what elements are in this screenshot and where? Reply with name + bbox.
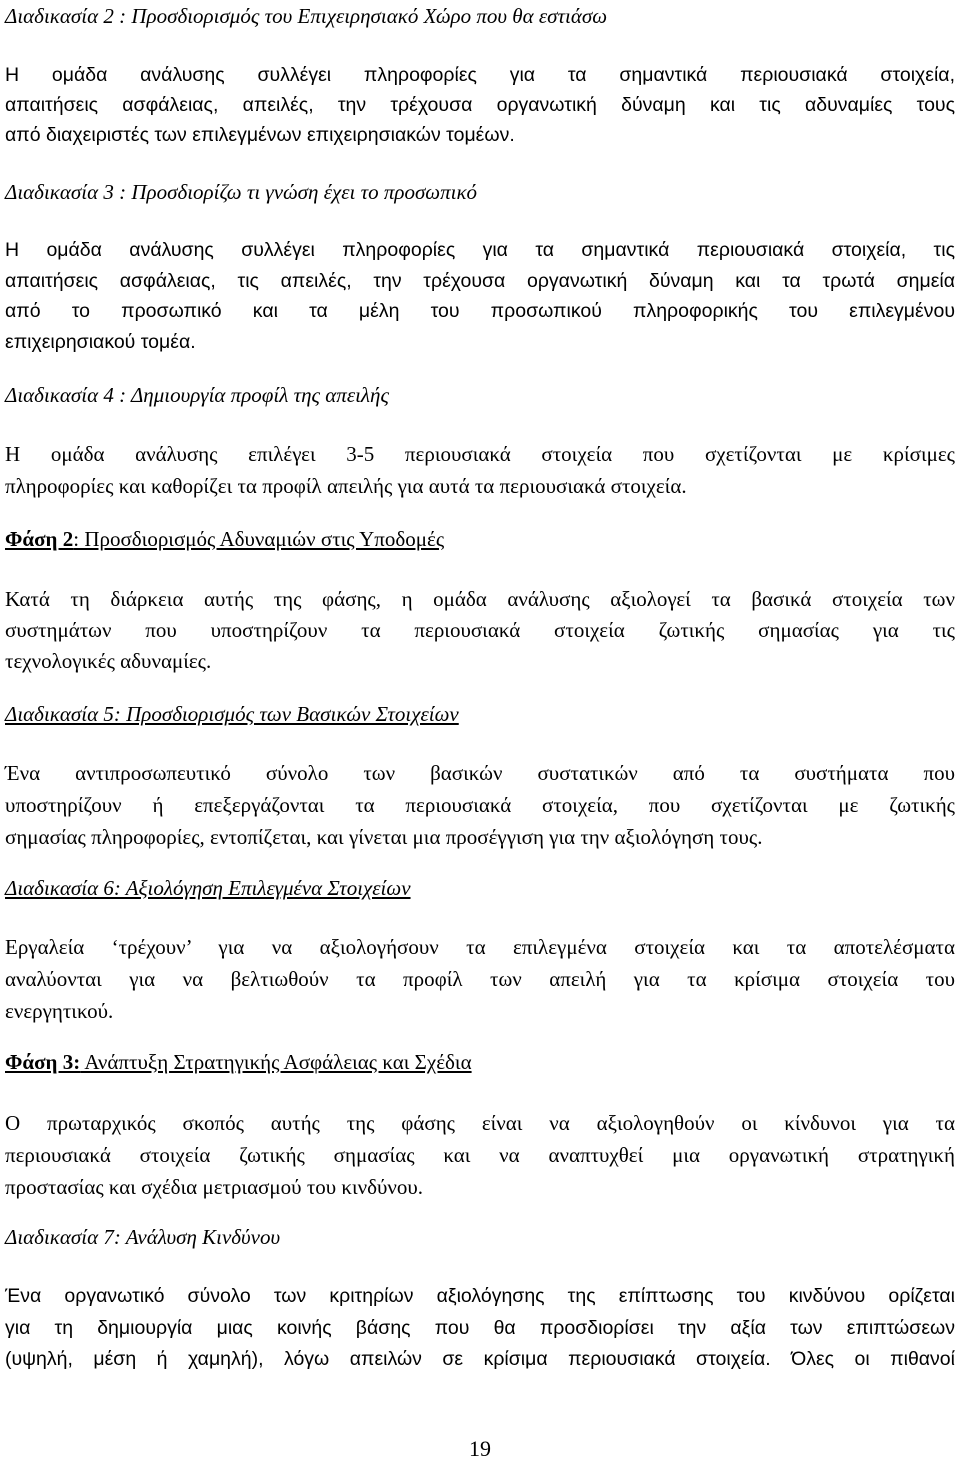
paragraph-line: τεχνολογικές αδυναμίες.: [5, 649, 212, 673]
paragraph-line: απαιτήσεις ασφάλειας, απειλές, την τρέχουσα οργανωτική δύναμη και τις αδυναμίες τους: [5, 94, 955, 116]
phase-3-heading: [5, 1050, 472, 1075]
page-number: 19: [469, 1436, 491, 1461]
paragraph-line: Ο πρωταρχικός σκοπός αυτής της φάσης είναι να αξιολογηθούν οι κίνδυνοι για τα: [5, 1111, 955, 1135]
paragraph-line: ενεργητικού.: [5, 999, 114, 1023]
paragraph-line: Η ομάδα ανάλυσης επιλέγει 3-5 περιουσιακά στοιχεία που σχετίζονται με κρίσιμες: [5, 442, 955, 466]
paragraph-line: πληροφορίες και καθορίζει τα προφίλ απειλής για αυτά τα περιουσιακά στοιχεία.: [5, 474, 687, 498]
phase-2-title: : Προσδιορισμός Αδυναμιών στις Υποδομές: [73, 527, 445, 551]
paragraph-line: από το προσωπικό και τα μέλη του προσωπικού πληροφορικής του επιλεγμένου: [5, 300, 955, 322]
procedure-4-heading: Διαδικασία 4 : Δημιουργία προφίλ της απειλής: [5, 383, 389, 407]
phase-3-paragraph: [5, 1107, 955, 1203]
paragraph-line: αναλύονται για να βελτιωθούν τα προφίλ των απειλή για τα κρίσιμα στοιχεία του: [5, 967, 955, 991]
paragraph-line: σημασίας πληροφορίες, εντοπίζεται, και γίνεται μια προσέγγιση για την αξιολόγηση τους.: [5, 825, 763, 849]
paragraph-line: συστημάτων που υποστηρίζουν τα περιουσιακά στοιχεία ζωτικής σημασίας για τις: [5, 618, 955, 642]
paragraph-line: επιχειρησιακού τομέα.: [5, 330, 196, 353]
procedure-2-heading: Διαδικασία 2 : Προσδιορισμός του Επιχειρησιακό Χώρο που θα εστιάσω: [5, 4, 608, 28]
procedure-2-paragraph: [5, 60, 955, 150]
procedure-6-heading: Διαδικασία 6: Αξιολόγηση Επιλεγμένα Στοιχείων: [5, 876, 411, 900]
paragraph-line: υποστηρίζουν ή επεξεργάζονται τα περιουσιακά στοιχεία, που σχετίζονται με ζωτικής: [5, 793, 955, 817]
procedure-3-heading: Διαδικασία 3 : Προσδιορίζω τι γνώση έχει το προσωπικό: [5, 180, 478, 204]
paragraph-line: προστασίας και σχέδια μετριασμού του κινδύνου.: [5, 1175, 424, 1199]
paragraph-line: Ένα οργανωτικό σύνολο των κριτηρίων αξιολόγησης της επίπτωσης του κινδύνου ορίζεται: [5, 1285, 955, 1307]
paragraph-line: Η ομάδα ανάλυσης συλλέγει πληροφορίες για τα σημαντικά περιουσιακά στοιχεία, τις: [5, 239, 955, 261]
paragraph-line: Κατά τη διάρκεια αυτής της φάσης, η ομάδα ανάλυσης αξιολογεί τα βασικά στοιχεία των: [5, 587, 955, 611]
paragraph-line: Η ομάδα ανάλυσης συλλέγει πληροφορίες για τα σημαντικά περιουσιακά στοιχεία,: [5, 64, 955, 86]
procedure-4-paragraph: [5, 438, 955, 502]
procedure-3-paragraph: [5, 235, 955, 357]
paragraph-line: απαιτήσεις ασφάλειας, τις απειλές, την τρέχουσα οργανωτική δύναμη και τα τρωτά σημεία: [5, 269, 955, 292]
phase-2-heading: [5, 527, 444, 552]
paragraph-line: Εργαλεία ‘τρέχουν’ για να αξιολογήσουν τα επιλεγμένα στοιχεία και τα αποτελέσματα: [5, 935, 955, 959]
phase-2-paragraph: [5, 584, 955, 677]
phase-3-title: Ανάπτυξη Στρατηγικής Ασφάλειας και Σχέδια: [80, 1050, 472, 1074]
procedure-7-heading: Διαδικασία 7: Ανάλυση Κινδύνου: [5, 1225, 281, 1249]
procedure-5-paragraph: [5, 757, 955, 853]
paragraph-line: (υψηλή, μέση ή χαμηλή), λόγω απειλών σε κρίσιμα περιουσιακά στοιχεία. Όλες οι πιθανοί: [5, 1348, 955, 1370]
paragraph-line: για τη δημιουργία μιας κοινής βάσης που θα προσδιορίσει την αξία των επιπτώσεων: [5, 1316, 955, 1339]
paragraph-line: Ένα αντιπροσωπευτικό σύνολο των βασικών συστατικών από τα συστήματα που: [5, 761, 955, 785]
procedure-6-paragraph: [5, 931, 955, 1027]
paragraph-line: περιουσιακά στοιχεία ζωτικής σημασίας και να αναπτυχθεί μια οργανωτική στρατηγική: [5, 1143, 955, 1167]
procedure-7-paragraph: [5, 1281, 955, 1376]
procedure-5-heading: Διαδικασία 5: Προσδιορισμός των Βασικών Στοιχείων: [5, 702, 459, 726]
phase-2-label: Φάση 2: [5, 527, 74, 551]
paragraph-line: από διαχειριστές των επιλεγμένων επιχειρησιακών τομέων.: [5, 124, 515, 146]
phase-3-label: Φάση 3:: [5, 1050, 81, 1074]
